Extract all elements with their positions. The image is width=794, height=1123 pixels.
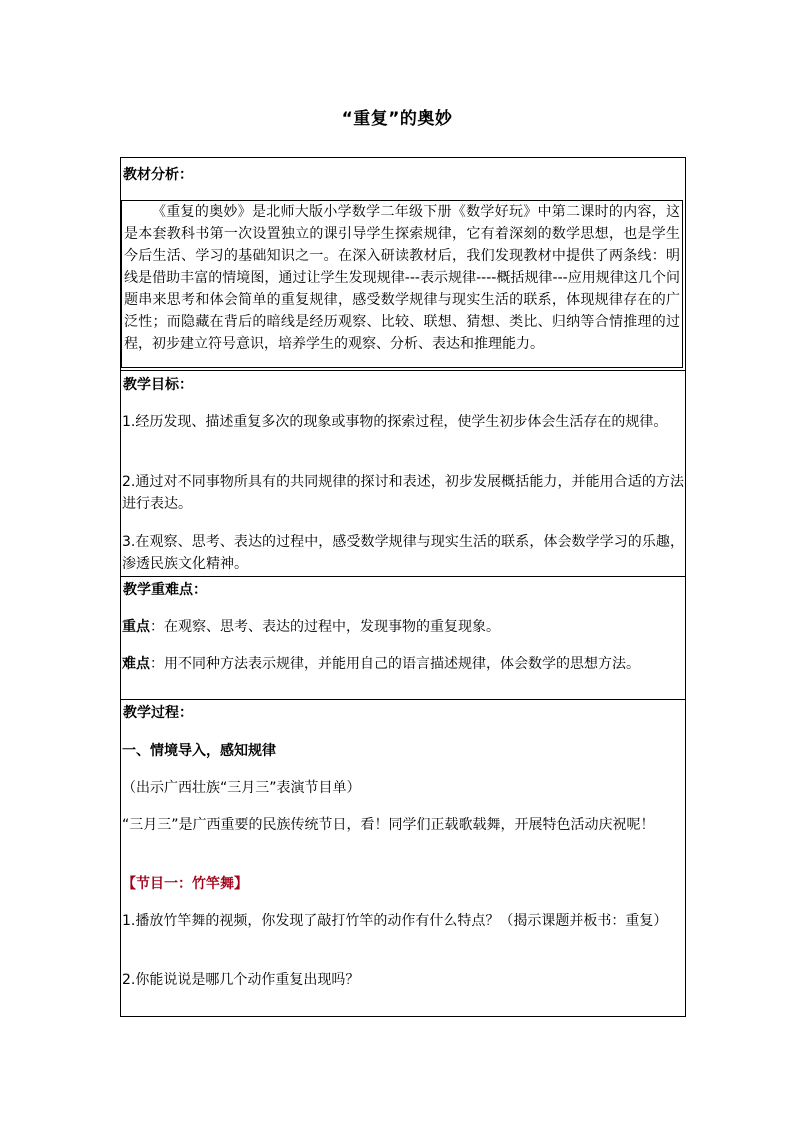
goal-item-1: 1.经历发现、描述重复多次的现象或事物的探索过程，使学生初步体会生活存在的规律。 <box>122 414 668 430</box>
lesson-plan-table <box>120 157 686 1017</box>
difficult-point-text: ：用不同种方法表示规律，并能用自己的语言描述规律，体会数学的思想方法。 <box>150 656 640 672</box>
goals-label: 教学目标： <box>123 377 193 393</box>
question-1: 1.播放竹竿舞的视频，你发现了敲打竹竿的动作有什么特点？（揭示课题并板书：重复） <box>122 913 668 929</box>
process-section <box>121 699 685 1017</box>
process-paragraph-1: （出示广西壮族“三月三”表演节目单） <box>122 780 361 796</box>
goal-item-2: 2.通过对不同事物所具有的共同规律的探讨和表述，初步发展概括能力，并能用合适的方法进行表达。 <box>122 474 684 512</box>
question-2: 2.你能说说是哪几个动作重复出现吗？ <box>122 972 360 988</box>
process-heading: 一、情境导入，感知规律 <box>122 743 276 759</box>
analysis-section <box>121 158 685 370</box>
difficult-point-label: 难点 <box>122 656 150 672</box>
goal-item-3: 3.在观察、思考、表达的过程中，感受数学规律与现实生活的联系，体会数学学习的乐趣，渗透民族文化精神。 <box>122 534 684 572</box>
analysis-body: 《重复的奥妙》是北师大版小学数学二年级下册《数学好玩》中第二课时的内容，这是本套教科书第一次设置独立的课引导学生探索规律，它有着深刻的数学思想，也是学生今后生活、学习的基础知识之一。在深入研读教材后，我们发现教材中提供了两条线：明线是借助丰富的情境图，通过让学生发现规律---表示规律----概括规律---应用规律这几个问题串来思考和体会简单的重复规律，感受数学规律与现实生活的联系，体现规律存在的广泛性；而隐藏在背后的暗线是经历观察、比较、联想、猜想、类比、归纳等合情推理的过程，初步建立符号意识，培养学生的观察、分析、表达和推理能力。 <box>124 204 680 352</box>
key-point-text: ：在观察、思考、表达的过程中，发现事物的重复现象。 <box>150 619 500 635</box>
program-heading: 【节目一：竹竿舞】 <box>122 876 248 892</box>
goals-section <box>121 370 685 576</box>
difficult-point <box>121 653 685 675</box>
analysis-label: 教材分析： <box>123 167 193 183</box>
process-label: 教学过程： <box>123 705 193 721</box>
analysis-text <box>122 201 682 355</box>
document-title: “重复”的奥妙 <box>341 109 453 129</box>
keypoints-label: 教学重难点： <box>123 582 207 598</box>
process-paragraph-2: “三月三”是广西重要的民族传统节日，看！同学们正载歌载舞，开展特色活动庆祝呢！ <box>122 817 655 833</box>
analysis-text-box <box>121 200 683 368</box>
key-point <box>121 616 685 638</box>
keypoints-section <box>121 576 685 699</box>
key-point-label: 重点 <box>122 619 150 635</box>
